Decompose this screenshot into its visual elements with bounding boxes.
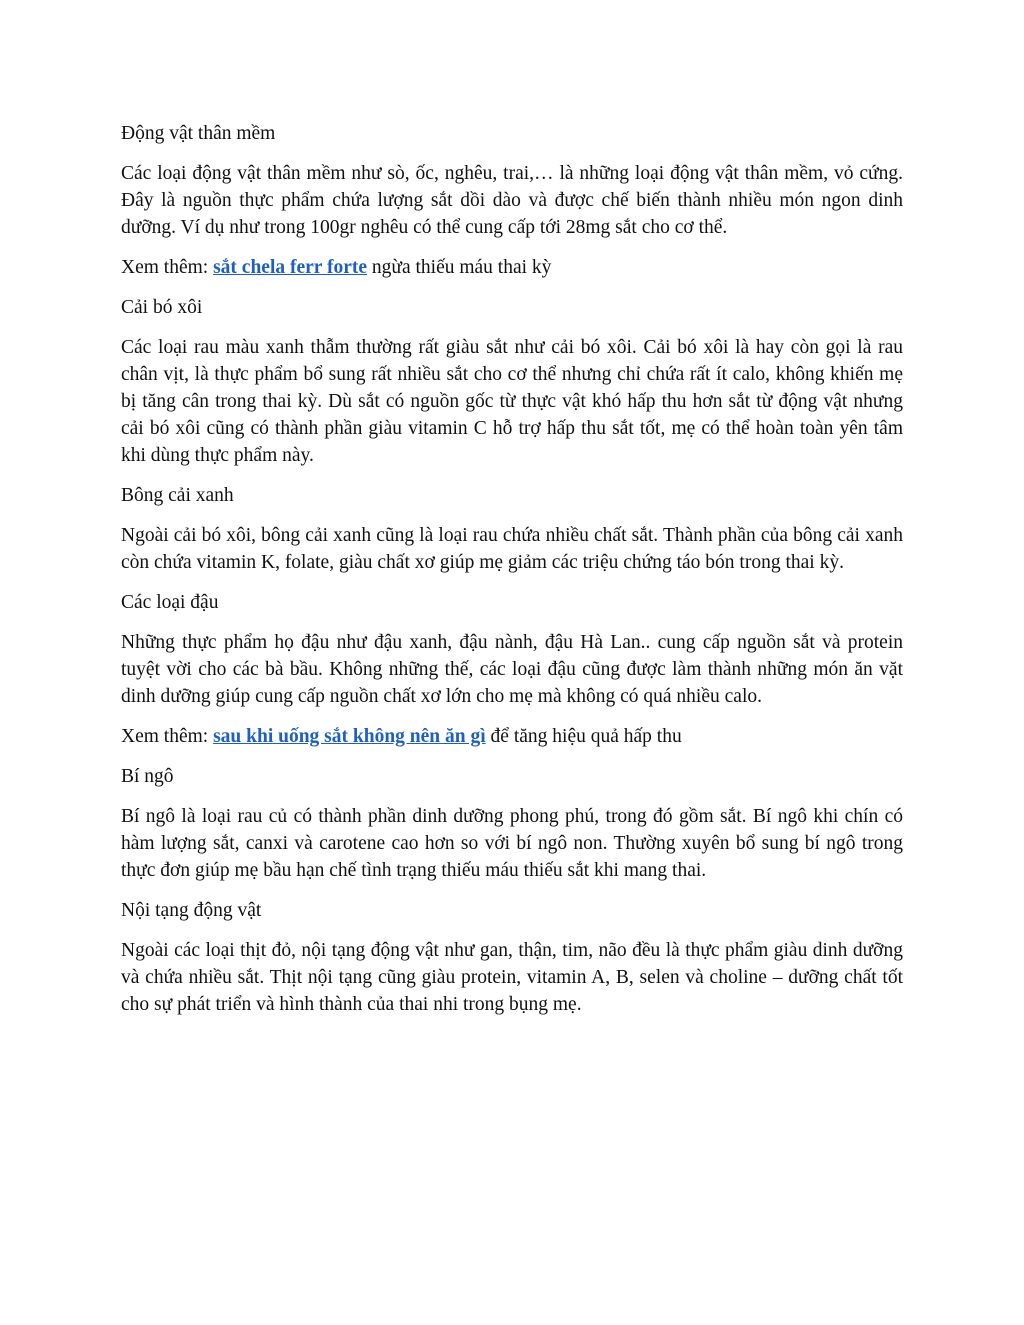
section-heading-broccoli: Bông cải xanh bbox=[121, 485, 234, 506]
section-heading-mollusks: Động vật thân mềm bbox=[121, 123, 276, 144]
see-more-line bbox=[121, 254, 903, 281]
see-more-suffix: để tăng hiệu quả hấp thu bbox=[485, 726, 682, 747]
see-more-line bbox=[121, 723, 903, 750]
section-body-broccoli: Ngoài cải bó xôi, bông cải xanh cũng là loại rau chứa nhiều chất sắt. Thành phần của bông cải xanh còn chứa vitamin K, folate, giàu chất xơ giúp mẹ giảm các triệu chứng táo bón trong thai kỳ. bbox=[121, 525, 903, 573]
document-page bbox=[121, 120, 903, 1031]
section-heading-spinach: Cải bó xôi bbox=[121, 297, 203, 318]
section-body-mollusks: Các loại động vật thân mềm như sò, ốc, nghêu, trai,… là những loại động vật thân mềm, vỏ cứng. Đây là nguồn thực phẩm chứa lượng sắt dồi dào và được chế biến thành nhiều món ngon dinh dưỡng. Ví dụ như trong 100gr nghêu có thể cung cấp tới 28mg sắt cho cơ thể. bbox=[121, 163, 903, 238]
section-heading-organ-meats: Nội tạng động vật bbox=[121, 900, 262, 921]
see-more-prefix: Xem thêm: bbox=[121, 257, 214, 278]
see-more-link-after-iron[interactable]: sau khi uống sắt không nên ăn gì bbox=[213, 726, 486, 747]
section-body-pumpkin: Bí ngô là loại rau củ có thành phần dinh dưỡng phong phú, trong đó gồm sắt. Bí ngô khi chín có hàm lượng sắt, canxi và carotene cao hơn so với bí ngô non. Thường xuyên bổ sung bí ngô trong thực đơn giúp mẹ bầu hạn chế tình trạng thiếu máu thiếu sắt khi mang thai. bbox=[121, 806, 903, 881]
section-heading-beans: Các loại đậu bbox=[121, 592, 219, 613]
see-more-link-chela-ferr-forte[interactable]: sắt chela ferr forte bbox=[213, 257, 368, 278]
section-heading-pumpkin: Bí ngô bbox=[121, 766, 174, 787]
see-more-suffix: ngừa thiếu máu thai kỳ bbox=[367, 257, 552, 278]
section-body-organ-meats: Ngoài các loại thịt đỏ, nội tạng động vật như gan, thận, tim, não đều là thực phẩm giàu dinh dưỡng và chứa nhiều sắt. Thịt nội tạng cũng giàu protein, vitamin A, B, selen và choline – dưỡng chất tốt cho sự phát triển và hình thành của thai nhi trong bụng mẹ. bbox=[121, 940, 903, 1015]
see-more-prefix: Xem thêm: bbox=[121, 726, 214, 747]
section-body-beans: Những thực phẩm họ đậu như đậu xanh, đậu nành, đậu Hà Lan.. cung cấp nguồn sắt và protein tuyệt vời cho các bà bầu. Không những thế, các loại đậu cũng được làm thành những món ăn vặt dinh dưỡng giúp cung cấp nguồn chất xơ lớn cho mẹ mà không có quá nhiều calo. bbox=[121, 632, 903, 707]
section-body-spinach: Các loại rau màu xanh thẫm thường rất giàu sắt như cải bó xôi. Cải bó xôi là hay còn gọi là rau chân vịt, là thực phẩm bổ sung rất nhiều sắt cho cơ thể nhưng chỉ chứa rất ít calo, không khiến mẹ bị tăng cân trong thai kỳ. Dù sắt có nguồn gốc từ thực vật khó hấp thu hơn sắt từ động vật nhưng cải bó xôi cũng có thành phần giàu vitamin C hỗ trợ hấp thu sắt tốt, mẹ có thể hoàn toàn yên tâm khi dùng thực phẩm này. bbox=[121, 337, 903, 466]
